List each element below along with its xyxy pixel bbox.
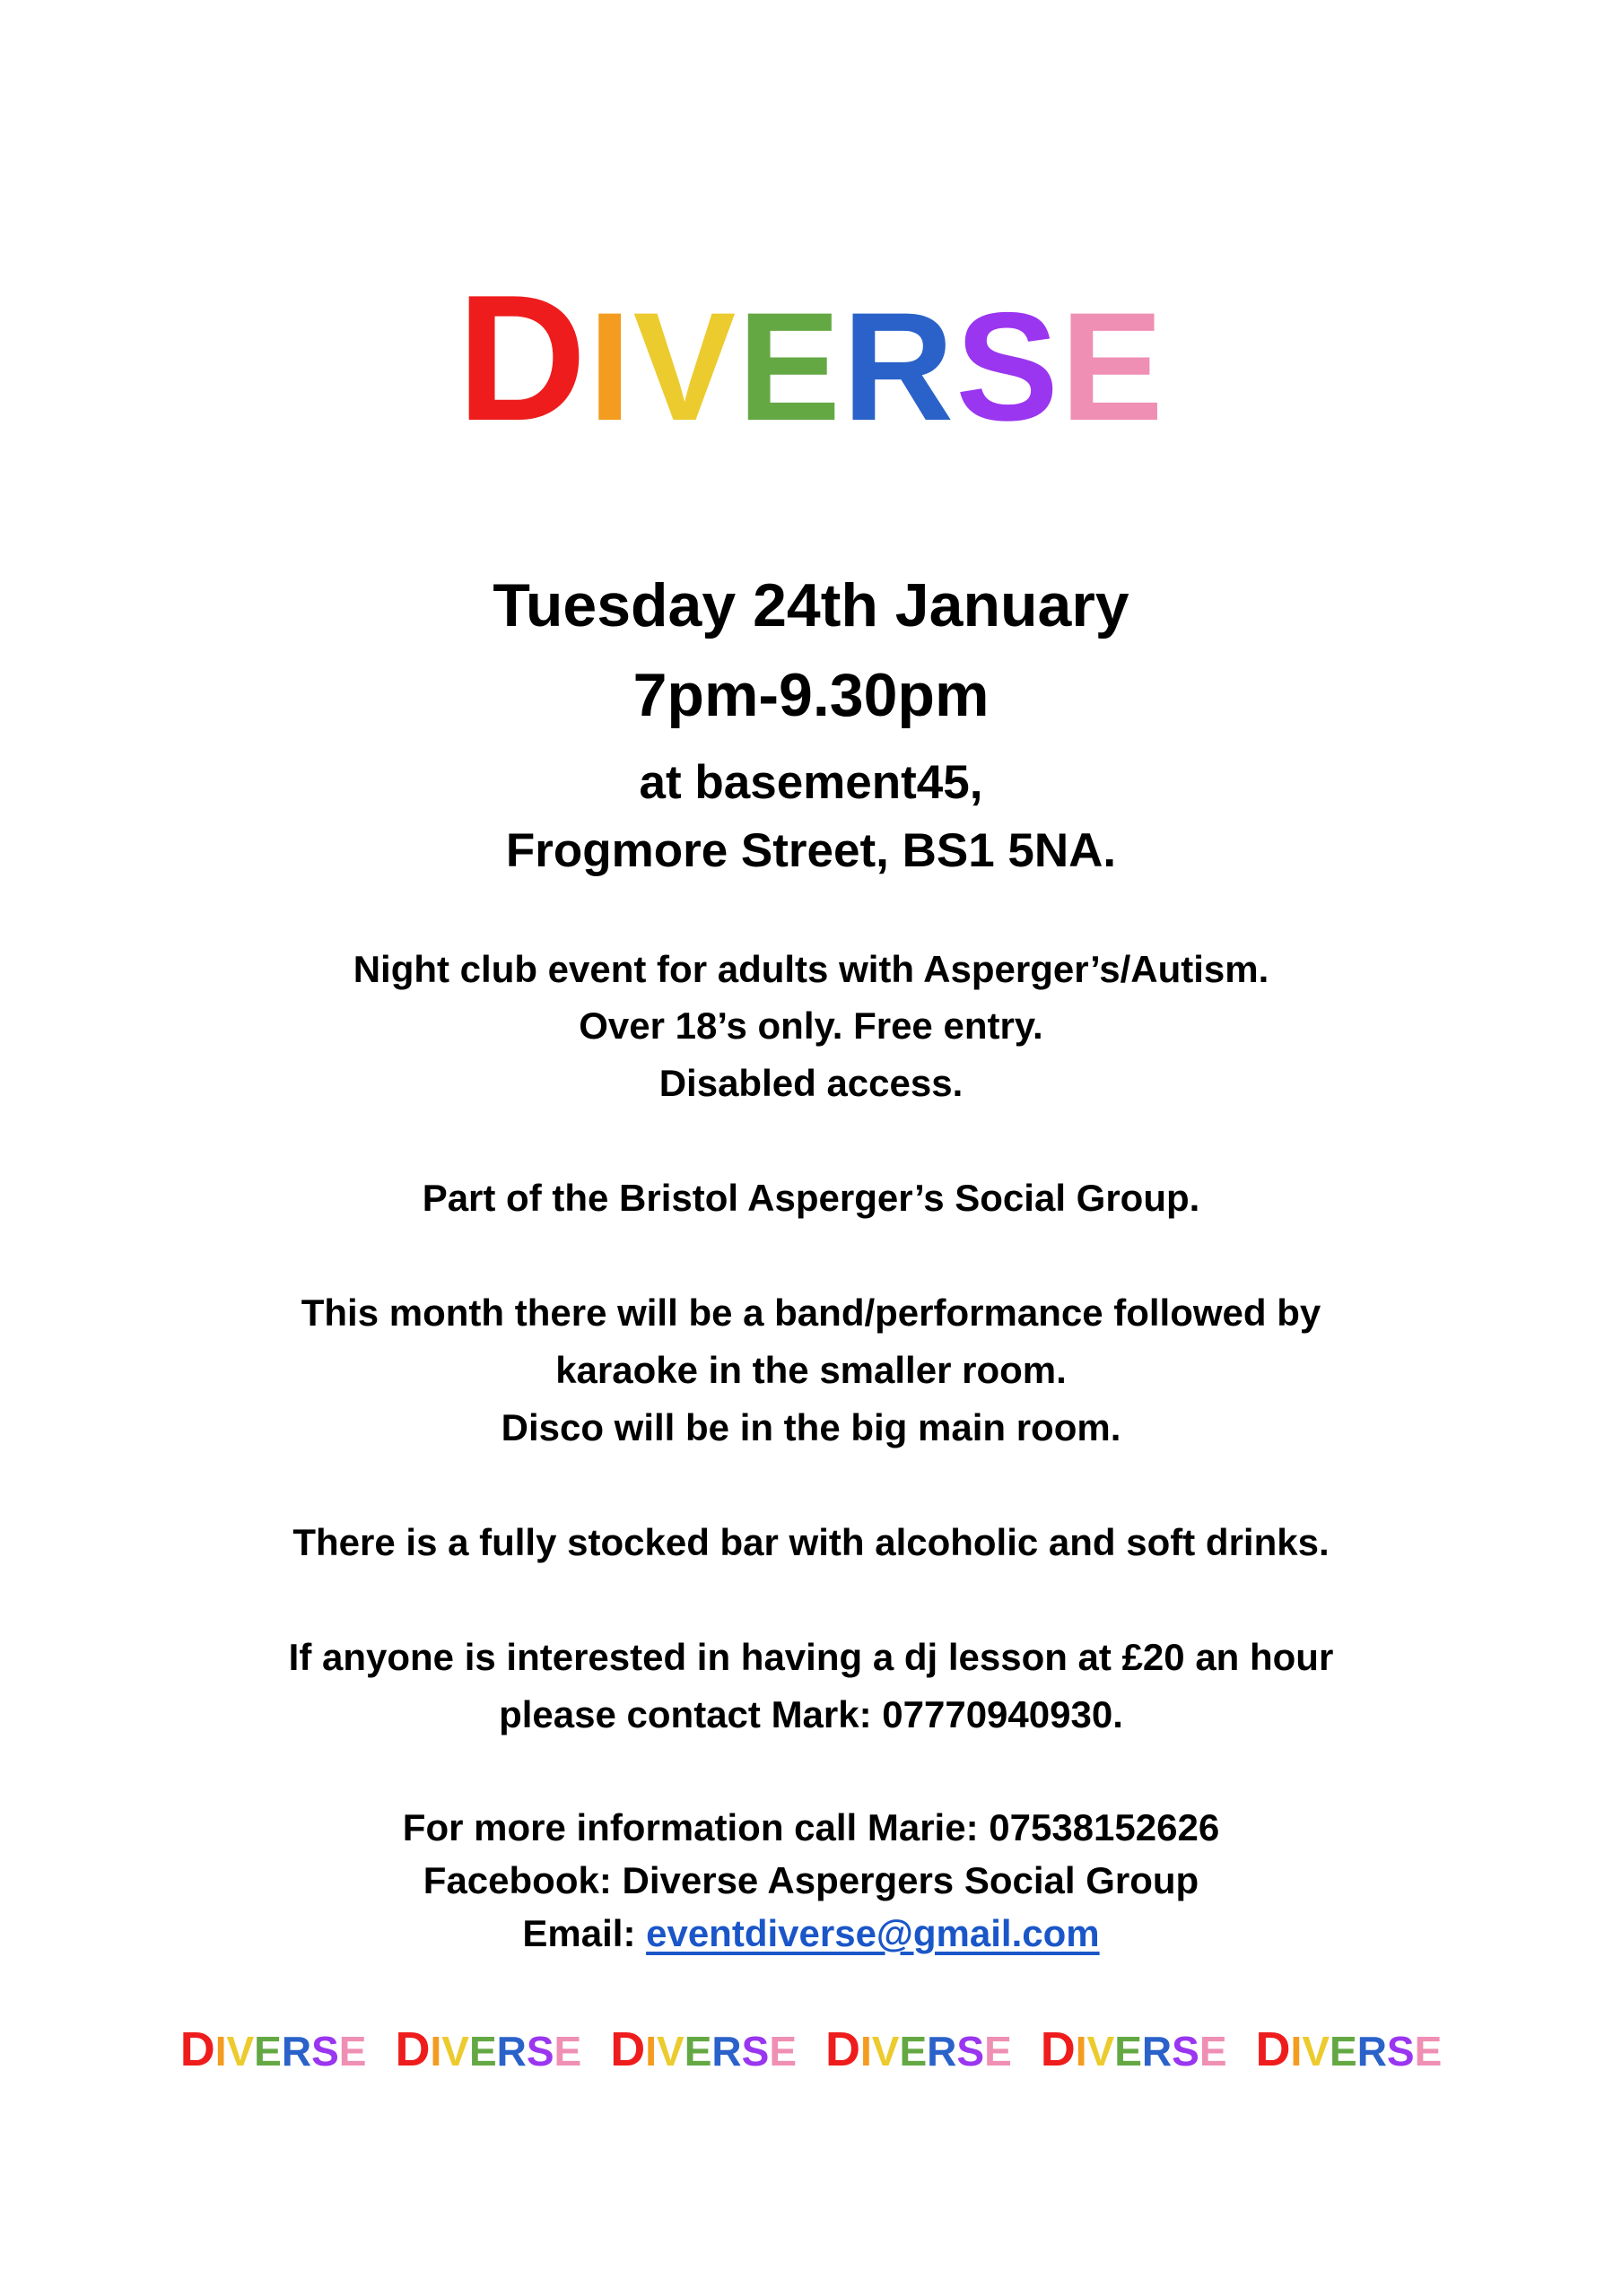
email-link[interactable]: eventdiverse@gmail.com [646,1912,1100,1954]
footer-logo-letter: I [214,2028,227,2074]
footer-logo-letter: E [684,2028,712,2074]
footer-logo-letter: E [984,2028,1012,2074]
footer-logo-letter: E [554,2028,582,2074]
contact-info: For more information call Marie: 07538152626 [402,1806,1220,1848]
footer-logo-letter: E [769,2028,797,2074]
footer-mini-logo [180,2022,367,2078]
footer-logo-letter: V [871,2028,900,2074]
bar-line: There is a fully stocked bar with alcoholic and soft drinks. [292,1521,1330,1563]
band-line-2: karaoke in the smaller room. [555,1349,1067,1391]
footer-logo-letter: E [1330,2028,1357,2074]
footer-logo-letter: D [395,2022,431,2076]
email-line [0,1910,1622,1957]
footer-logo-letter: S [956,2028,985,2074]
diverse-logo [0,258,1622,458]
logo-letter: R [842,281,956,453]
footer-logo-letter: E [1114,2028,1142,2074]
details-line-1: Night club event for adults with Asperger’s/Autism. [353,948,1269,990]
footer-logo-letter: R [711,2028,742,2074]
facebook-line: Facebook: Diverse Aspergers Social Group [423,1859,1199,1901]
footer-logo-letter: S [741,2028,770,2074]
footer-logo-letter: I [1075,2028,1087,2074]
footer-logo-letter: V [1086,2028,1115,2074]
footer-logo-letter: D [825,2022,860,2076]
footer-logo-letter: D [1255,2022,1291,2076]
footer-logo-letter: E [899,2028,928,2074]
group-line: Part of the Bristol Asperger’s Social Group. [422,1177,1200,1219]
footer-logo-letter: S [311,2028,339,2074]
logo-letter: S [955,281,1060,453]
footer-logo-letter: V [441,2028,469,2074]
footer-logo-letter: I [645,2028,658,2074]
logo-letter: V [632,281,738,453]
footer-logo-letter: S [1172,2028,1199,2074]
footer-logo-letter: I [1290,2028,1303,2074]
event-time: 7pm-9.30pm [632,661,990,729]
footer-logo-letter: R [496,2028,527,2074]
footer-logo-letter: R [281,2028,312,2074]
footer-logo-letter: E [468,2028,497,2074]
footer-mini-logo [1041,2022,1227,2078]
footer-logo-letter: E [1414,2028,1443,2074]
details-line-3: Disabled access. [658,1062,964,1104]
footer-logo-letter: D [1040,2022,1076,2076]
disco-line: Disco will be in the big main room. [501,1406,1121,1448]
footer-logo-letter: V [1302,2028,1330,2074]
footer-logo-letter: V [226,2028,255,2074]
footer-logo-row [0,2022,1622,2078]
email-label: Email: [522,1912,647,1954]
details-line-2: Over 18’s only. Free entry. [579,1004,1043,1047]
logo-letter: I [588,281,633,453]
dj-line-1: If anyone is interested in having a dj lesson at £20 an hour [288,1636,1334,1678]
logo-letter: D [457,258,589,458]
footer-logo-letter: V [657,2028,685,2074]
footer-logo-letter: D [179,2022,215,2076]
footer-logo-letter: S [1386,2028,1415,2074]
footer-mini-logo [610,2022,797,2078]
venue-line-2: Frogmore Street, BS1 5NA. [505,824,1117,877]
event-date: Tuesday 24th January [493,571,1129,639]
footer-logo-letter: R [927,2028,957,2074]
footer-logo-letter: I [860,2028,872,2074]
logo-letter: E [737,281,842,453]
footer-logo-letter: S [526,2028,554,2074]
footer-logo-letter: R [1141,2028,1173,2074]
footer-mini-logo [825,2022,1012,2078]
footer-mini-logo [1256,2022,1443,2078]
footer-logo-letter: I [430,2028,442,2074]
footer-logo-letter: E [254,2028,282,2074]
venue-line-1: at basement45, [639,756,983,809]
logo-letter: E [1060,281,1165,453]
footer-logo-letter: E [1199,2028,1227,2074]
footer-mini-logo [395,2022,581,2078]
dj-line-2: please contact Mark: 07770940930. [499,1693,1123,1735]
footer-logo-letter: E [338,2028,367,2074]
footer-logo-letter: R [1356,2028,1387,2074]
footer-logo-letter: D [610,2022,646,2076]
band-line-1: This month there will be a band/performance followed by [301,1292,1321,1334]
